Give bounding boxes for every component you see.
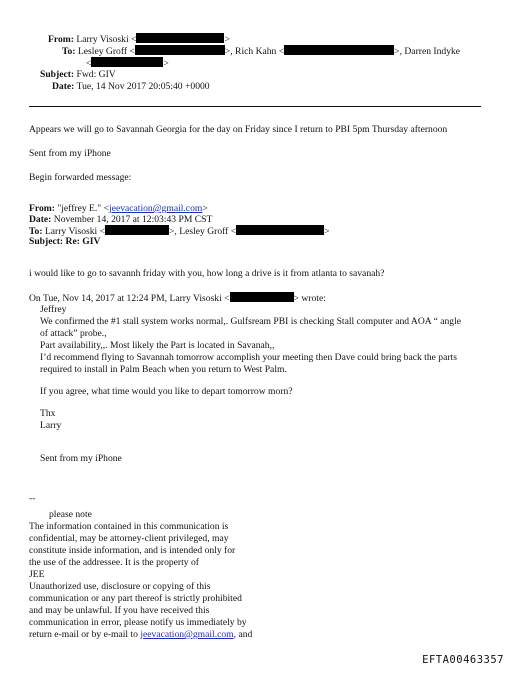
body-begin-forwarded: Begin forwarded message: [29,172,132,183]
forwarded-date-value: November 14, 2017 at 12:03:43 PM CST [53,214,213,225]
header-to-sep2: >, Darren Indyke [394,46,461,57]
header-date-value: Tue, 14 Nov 2017 20:05:40 +0000 [76,81,210,92]
forwarded-to-close: > [324,226,330,237]
header-to-sep1: >, Rich Kahn < [224,46,285,57]
disclaimer-last-line-b: , and [233,629,253,640]
quote-line: of attack” probe., [40,328,107,339]
body-line-1: Appears we will go to Savannah Georgia for the day on Friday since I return to PBI 5pm Thursday afternoon [29,124,448,135]
header-to-line2-open: < [86,58,92,69]
forwarded-to-value: Larry Visoski < [44,226,106,237]
header-from-value: Larry Visoski < [76,34,137,45]
forwarded-from-value: "jeffrey E." < [57,203,110,214]
header-subject-value: Fwd: GIV [76,69,116,80]
header-to-line2-close: > [163,58,169,69]
header-subject-row [40,69,116,81]
forwarded-from-label: From: [29,203,55,214]
forwarded-to-sep: >, Lesley Groff < [169,226,237,237]
redaction-block [105,225,169,235]
document-id: EFTA00463357 [422,654,504,666]
message-question: i would like to go to savannh friday with you, how long a drive is it from atlanta to savanah? [29,268,385,279]
quote-header-text-b: > wrote: [293,293,326,304]
disclaimer-line: Unauthorized use, disclosure or copying of this [29,581,211,592]
header-date-label: Date: [52,81,75,92]
disclaimer-email-link[interactable]: jeevacation@gmail.com [140,629,234,640]
quote-line: We confirmed the #1 stall system works normal,. Gulfsream PBI is checking Stall computer and AOA “ angle [40,316,461,327]
header-subject-label: Subject: [40,69,75,80]
redaction-block [135,45,225,55]
disclaimer-line: constitute inside information, and is intended only for [29,545,236,556]
redaction-block [136,33,224,43]
forwarded-to-label: To: [29,226,43,237]
forwarded-subject-value: Re: GIV [65,236,101,247]
quote-question: If you agree, what time would you like to depart tomorrow morn? [40,386,293,397]
quote-line: Jeffrey [40,304,67,315]
header-from-label: From: [48,34,74,45]
quote-line: I’d recommend flying to Savannah tomorrow accomplish your meeting then Dave could bring back the parts [40,352,457,363]
redaction-block [284,45,394,55]
body-sent-from: Sent from my iPhone [29,148,111,159]
quote-line: Part availability,,. Most likely the Part is located in Savanah,, [40,340,275,351]
disclaimer-line: JEE [29,569,45,580]
header-to-label: To: [62,46,76,57]
redaction-block [230,292,294,302]
disclaimer-please-note: please note [49,509,92,520]
header-date-row [52,81,210,93]
quote-signature: Larry [40,420,62,431]
disclaimer-line: the use of the addressee. It is the property of [29,557,199,568]
disclaimer-line: confidential, may be attorney-client privileged, may [29,533,229,544]
quote-header-text-a: On Tue, Nov 14, 2017 at 12:24 PM, Larry Visoski < [29,293,230,304]
disclaimer-line: The information contained in this communication is [29,521,229,532]
quote-line: required to install in Palm Beach when you return to West Palm. [40,364,287,375]
disclaimer-last-line-a: return e-mail or by e-mail to [29,629,141,640]
header-divider [29,106,481,107]
disclaimer-line: communication in error, please notify us immediately by [29,617,247,628]
disclaimer-dashes: -- [29,493,36,504]
redaction-block [91,57,163,67]
disclaimer-line: and may be unlawful. If you have received this [29,605,210,616]
quote-sent-from: Sent from my iPhone [40,453,122,464]
forwarded-subject-label: Subject: [29,236,64,247]
forwarded-subject-row [29,236,100,248]
forwarded-from-email-link[interactable]: jeevacation@gmail.com [109,203,203,214]
redaction-block [236,225,324,235]
disclaimer-last-line [29,629,252,641]
forwarded-from-close: > [202,203,208,214]
quote-header [29,292,326,305]
disclaimer-line: communication or any part thereof is strictly prohibited [29,593,242,604]
forwarded-date-label: Date: [29,214,52,225]
header-from-close: > [224,34,230,45]
header-to-value: Lesley Groff < [77,46,135,57]
quote-thx: Thx [40,408,56,419]
